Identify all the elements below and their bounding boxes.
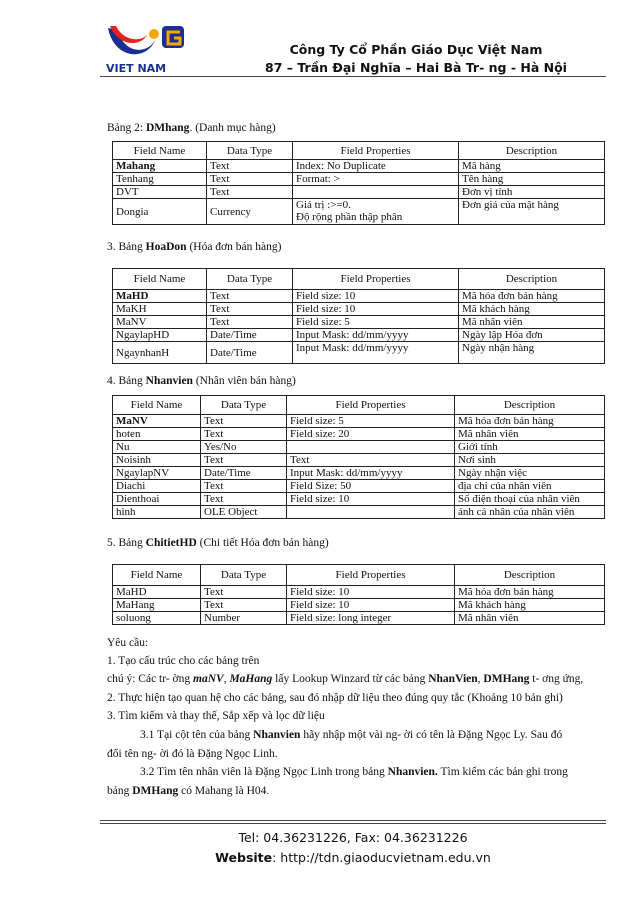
table-row <box>113 493 605 506</box>
table-cell: Date/Time <box>207 342 293 364</box>
table-cell: Tên hàng <box>459 173 605 186</box>
table-row <box>113 199 605 225</box>
table-row <box>113 467 605 480</box>
table-row <box>113 506 605 519</box>
table-cell: Text <box>201 480 287 493</box>
table-hoadon <box>112 268 605 364</box>
table-cell: Input Mask: dd/mm/yyyy <box>293 329 459 342</box>
table-cell: Text <box>201 454 287 467</box>
table-cell: Text <box>207 186 293 199</box>
table-cell: Đơn vị tính <box>459 186 605 199</box>
table-cell: Field size: 5 <box>293 316 459 329</box>
table-cell: hoten <box>113 428 201 441</box>
table-cell: ảnh cá nhân của nhân viên <box>455 506 605 519</box>
table-cell: MaHang <box>113 599 201 612</box>
table-cell: Format: > <box>293 173 459 186</box>
table-cell: Text <box>201 415 287 428</box>
table-nhanvien <box>112 395 605 519</box>
footer-divider <box>100 823 606 824</box>
table-row <box>113 441 605 454</box>
table-row <box>113 612 605 625</box>
col-header: Field Name <box>113 142 207 160</box>
table-header-row <box>113 142 605 160</box>
requirement-3-2: 3.2 Tìm tên nhân viên là Đặng Ngọc Linh trong bảng Nhanvien. Tìm kiếm các bản ghi trong <box>140 766 568 778</box>
col-header: Description <box>455 396 605 415</box>
table-cell: OLE Object <box>201 506 287 519</box>
table-cell: Text <box>207 316 293 329</box>
table-cell <box>287 441 455 454</box>
table-cell: Field size: 10 <box>287 493 455 506</box>
table-cell: Field size: 10 <box>287 586 455 599</box>
table-cell: Text <box>201 493 287 506</box>
table-row <box>113 599 605 612</box>
table-row <box>113 454 605 467</box>
table-cell: Dongia <box>113 199 207 225</box>
col-header: Field Name <box>113 396 201 415</box>
table-header-row <box>113 565 605 586</box>
table-cell: Field size: 10 <box>293 303 459 316</box>
table-cell: Mahang <box>113 160 207 173</box>
col-header: Field Properties <box>293 142 459 160</box>
table-cell: địa chỉ của nhân viên <box>455 480 605 493</box>
col-header: Data Type <box>201 565 287 586</box>
requirement-3-1-cont: đổi tên ng- ời đó là Đặng Ngọc Linh. <box>107 748 278 760</box>
table-row <box>113 586 605 599</box>
table-row <box>113 186 605 199</box>
table-row <box>113 290 605 303</box>
requirement-2: 2. Thực hiện tạo quan hệ cho các bảng, sau đó nhập dữ liệu theo đúng quy tắc (Khoảng 10 bản ghi) <box>107 692 563 704</box>
col-header: Field Properties <box>293 269 459 290</box>
table-row <box>113 160 605 173</box>
company-address: 87 – Trần Đại Nghĩa – Hai Bà Tr- ng - Hà Nội <box>265 60 567 75</box>
footer-website: Website: http://tdn.giaoducvietnam.edu.vn <box>215 850 491 865</box>
table-caption: Bảng 2: DMhang. (Danh mục hàng) <box>107 122 276 134</box>
col-header: Field Properties <box>287 565 455 586</box>
table-cell: hinh <box>113 506 201 519</box>
col-header: Field Name <box>113 565 201 586</box>
table-dmhang <box>112 141 605 225</box>
table-cell: Date/Time <box>201 467 287 480</box>
table-cell: Mã nhân viên <box>455 612 605 625</box>
table-cell: Text <box>201 599 287 612</box>
table-cell: Đơn giá của mặt hàng <box>459 199 605 225</box>
table-row <box>113 303 605 316</box>
table-cell: MaHD <box>113 290 207 303</box>
col-header: Description <box>459 269 605 290</box>
table-cell: Number <box>201 612 287 625</box>
table-row <box>113 428 605 441</box>
table-cell: DVT <box>113 186 207 199</box>
table-cell: Mã khách hàng <box>459 303 605 316</box>
company-name: Công Ty Cổ Phần Giáo Dục Việt Nam <box>289 42 543 57</box>
table-cell: Text <box>207 303 293 316</box>
table-cell: Field size: 20 <box>287 428 455 441</box>
col-header: Data Type <box>207 142 293 160</box>
table-cell: Text <box>207 173 293 186</box>
table-cell: Mã hàng <box>459 160 605 173</box>
table-row <box>113 480 605 493</box>
table-cell: Field size: 10 <box>293 290 459 303</box>
table-cell: Text <box>207 160 293 173</box>
table-cell: MaHD <box>113 586 201 599</box>
table-cell: MaNV <box>113 316 207 329</box>
table-cell: Text <box>201 586 287 599</box>
company-logo <box>100 20 195 78</box>
col-header: Field Properties <box>287 396 455 415</box>
table-cell: NgaylapNV <box>113 467 201 480</box>
col-header: Data Type <box>201 396 287 415</box>
table-row <box>113 329 605 342</box>
table-cell: Ngày nhận việc <box>455 467 605 480</box>
col-header: Description <box>459 142 605 160</box>
header-divider <box>100 76 606 77</box>
footer-divider <box>100 820 606 821</box>
table-cell: Ngày lập Hóa đơn <box>459 329 605 342</box>
requirement-3: 3. Tìm kiếm và thay thế, Sắp xếp và lọc dữ liệu <box>107 710 325 722</box>
table-cell: NgaynhanH <box>113 342 207 364</box>
table-cell: Nu <box>113 441 201 454</box>
table-cell: NgaylapHD <box>113 329 207 342</box>
table-header-row <box>113 269 605 290</box>
table-cell: Field size: long integer <box>287 612 455 625</box>
table-cell: Mã hóa đơn bán hàng <box>455 586 605 599</box>
table-cell: Mã khách hàng <box>455 599 605 612</box>
table-cell: Tenhang <box>113 173 207 186</box>
col-header: Field Name <box>113 269 207 290</box>
table-row <box>113 173 605 186</box>
table-row <box>113 415 605 428</box>
requirement-3-2-cont: bảng DMHang có Mahang là H04. <box>107 785 270 797</box>
table-cell: Giới tính <box>455 441 605 454</box>
table-cell: Mã nhân viên <box>459 316 605 329</box>
table-cell: MaKH <box>113 303 207 316</box>
table-cell: Currency <box>207 199 293 225</box>
col-header: Data Type <box>207 269 293 290</box>
table-cell: Noisinh <box>113 454 201 467</box>
table-cell: Mã nhân viên <box>455 428 605 441</box>
table-cell: Input Mask: dd/mm/yyyy <box>293 342 459 364</box>
requirements-title: Yêu cầu: <box>107 637 149 649</box>
table-cell: Field size: 10 <box>287 599 455 612</box>
requirement-note: chú ý: Các tr- ờng maNV, MaHang lấy Lookup Winzard từ các bảng NhanVien, DMHang t- ơng ứng, <box>107 673 584 685</box>
table-cell: Text <box>287 454 455 467</box>
footer-contact: Tel: 04.36231226, Fax: 04.36231226 <box>238 830 468 845</box>
table-cell: Text <box>207 290 293 303</box>
table-cell: Dienthoai <box>113 493 201 506</box>
table-cell: Field Size: 50 <box>287 480 455 493</box>
table-cell: Giá trị :>=0. Độ rộng phần thập phân <box>293 199 459 225</box>
table-cell: Mã hóa đơn bán hàng <box>455 415 605 428</box>
table-cell: Mã hóa đơn bán hàng <box>459 290 605 303</box>
table-cell <box>287 506 455 519</box>
table-caption: 3. Bảng HoaDon (Hóa đơn bán hàng) <box>107 241 282 253</box>
logo-text: VIET NAM <box>106 62 167 75</box>
table-chitiethd <box>112 564 605 625</box>
table-cell: Nơi sinh <box>455 454 605 467</box>
table-cell: Ngày nhận hàng <box>459 342 605 364</box>
table-caption: 4. Bảng Nhanvien (Nhân viên bán hàng) <box>107 375 296 387</box>
requirement-1: 1. Tạo cấu trúc cho các bảng trên <box>107 655 260 667</box>
table-header-row <box>113 396 605 415</box>
table-cell: Input Mask: dd/mm/yyyy <box>287 467 455 480</box>
table-cell: Số điện thoại của nhân viên <box>455 493 605 506</box>
table-row <box>113 342 605 364</box>
col-header: Description <box>455 565 605 586</box>
table-cell <box>293 186 459 199</box>
table-cell: Diachi <box>113 480 201 493</box>
table-cell: Yes/No <box>201 441 287 454</box>
table-cell: Date/Time <box>207 329 293 342</box>
table-cell: Index: No Duplicate <box>293 160 459 173</box>
requirement-3-1: 3.1 Tại cột tên của bảng Nhanvien hãy nhập một vài ng- ời có tên là Đặng Ngọc Ly. Sau đó <box>140 729 563 741</box>
table-cell: Text <box>201 428 287 441</box>
table-cell: soluong <box>113 612 201 625</box>
table-cell: MaNV <box>113 415 201 428</box>
table-row <box>113 316 605 329</box>
table-cell: Field size: 5 <box>287 415 455 428</box>
table-caption: 5. Bảng ChitietHD (Chi tiết Hóa đơn bán hàng) <box>107 537 329 549</box>
